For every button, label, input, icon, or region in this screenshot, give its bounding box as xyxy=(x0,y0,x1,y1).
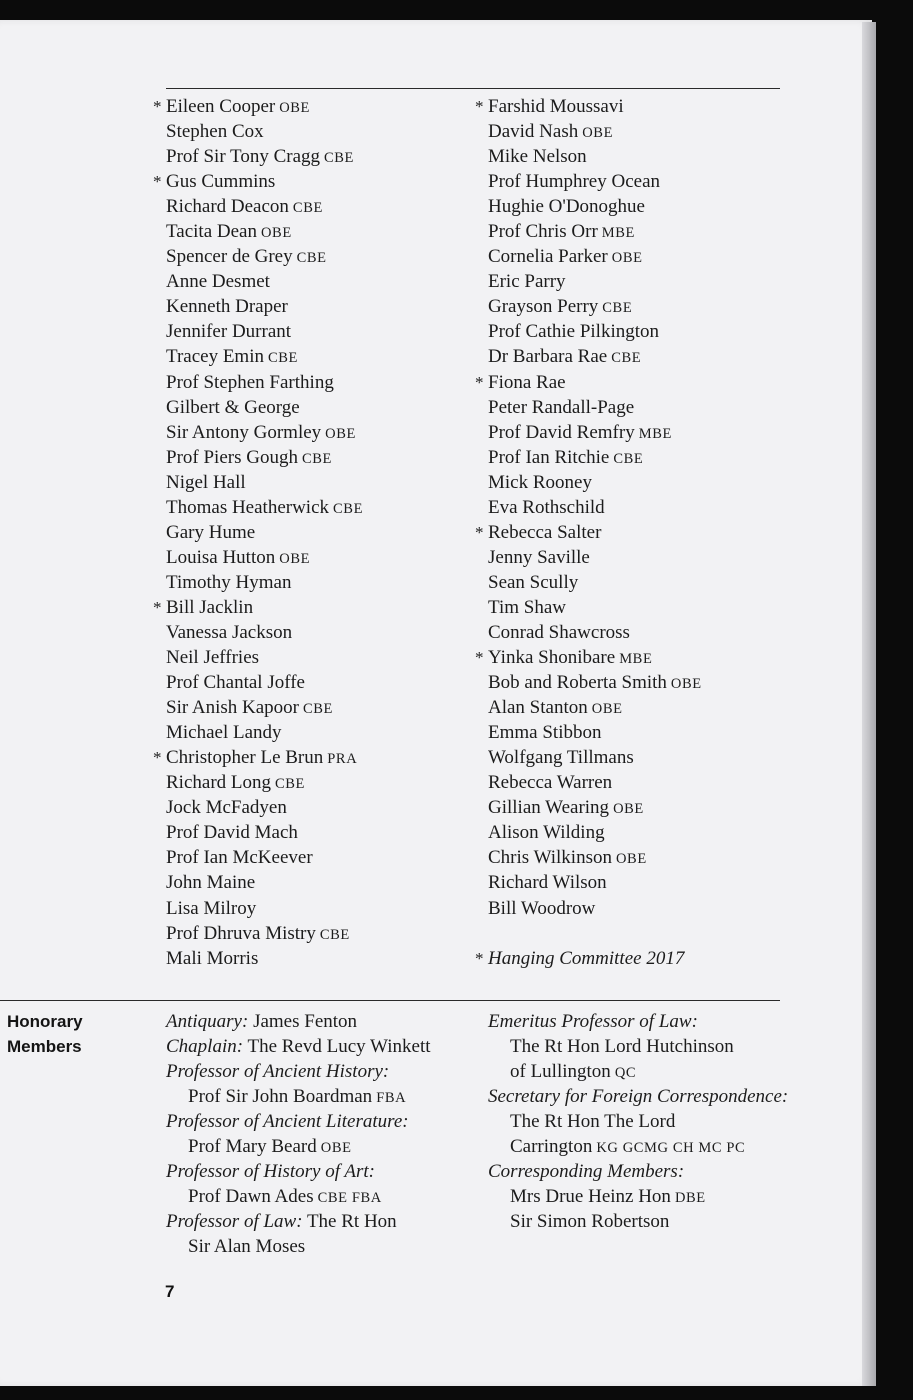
footnote-text: Hanging Committee 2017 xyxy=(488,947,685,969)
hanging-committee-asterisk: * xyxy=(153,172,162,192)
member-name: Sir Antony Gormley xyxy=(166,421,322,443)
member-name: Hughie O'Donoghue xyxy=(488,196,645,218)
academician-entry xyxy=(166,570,363,595)
academician-entry xyxy=(488,470,702,495)
member-honours: OBE xyxy=(279,550,311,567)
member-name: Prof Ian McKeever xyxy=(166,847,313,869)
heading-line-2: Members xyxy=(7,1037,82,1056)
academician-entry xyxy=(166,921,363,946)
member-name: Grayson Perry xyxy=(488,296,599,318)
member-honours: CBE xyxy=(296,250,327,267)
honorary-role: Secretary for Foreign Correspondence: xyxy=(488,1086,789,1108)
member-name: Prof Humphrey Ocean xyxy=(488,171,661,193)
member-honours: MBE xyxy=(619,651,653,668)
honorary-role: Professor of Ancient History: xyxy=(166,1061,390,1083)
member-name: Rebecca Salter xyxy=(488,521,602,543)
hanging-committee-asterisk: * xyxy=(475,372,484,392)
member-name: Mike Nelson xyxy=(488,146,587,168)
academician-entry xyxy=(488,495,702,520)
honorary-entry xyxy=(166,1209,431,1234)
academicians-list-left xyxy=(153,94,364,971)
academician-entry xyxy=(166,319,363,344)
member-name: Timothy Hyman xyxy=(166,571,292,593)
academician-entry xyxy=(488,820,702,845)
member-honours: OBE xyxy=(325,425,356,442)
honorary-entry xyxy=(488,1034,788,1059)
honorary-honours: CBE FBA xyxy=(317,1190,382,1207)
academician-entry xyxy=(488,294,702,319)
member-name: Jennifer Durrant xyxy=(166,321,292,343)
honorary-role: Emeritus Professor of Law: xyxy=(488,1011,698,1032)
member-name: Spencer de Grey xyxy=(166,246,293,268)
member-honours: CBE xyxy=(333,500,364,517)
honorary-name: of Lullington xyxy=(510,1061,611,1083)
honorary-entry xyxy=(488,1059,788,1084)
member-honours: PRA xyxy=(327,751,358,768)
page-edge xyxy=(862,22,876,1386)
honorary-entry xyxy=(488,1109,788,1134)
honorary-list-left xyxy=(166,1009,431,1259)
member-name: Richard Long xyxy=(166,772,272,794)
member-name: Bill Jacklin xyxy=(166,596,254,618)
hanging-committee-asterisk: * xyxy=(153,748,162,768)
member-honours: OBE xyxy=(279,100,311,116)
academician-entry xyxy=(166,495,363,520)
member-honours: CBE xyxy=(324,150,355,167)
academician-entry xyxy=(488,620,702,645)
member-name: Prof Ian Ritchie xyxy=(488,446,610,468)
academician-entry xyxy=(166,144,363,169)
member-name: Prof Stephen Farthing xyxy=(166,371,334,393)
member-honours: MBE xyxy=(601,225,636,242)
honorary-name: Mrs Drue Heinz Hon xyxy=(510,1186,671,1208)
academician-entry xyxy=(166,795,363,820)
member-name: Farshid Moussavi xyxy=(488,96,624,117)
academician-entry xyxy=(166,219,363,244)
member-name: Michael Landy xyxy=(166,722,282,744)
member-name: Prof Sir Tony Cragg xyxy=(166,146,321,168)
academician-entry xyxy=(166,946,363,971)
member-honours: CBE xyxy=(319,926,350,943)
member-honours: CBE xyxy=(301,450,332,467)
honorary-entry xyxy=(166,1184,431,1209)
honorary-list-right xyxy=(488,1009,788,1234)
member-name: Richard Wilson xyxy=(488,872,607,894)
member-name: Prof Cathie Pilkington xyxy=(488,321,659,343)
member-name: Fiona Rae xyxy=(488,371,566,393)
honorary-entry xyxy=(488,1009,788,1034)
academician-entry xyxy=(488,344,702,369)
academician-entry xyxy=(488,670,702,695)
honorary-holder: The Revd Lucy Winkett xyxy=(243,1036,431,1058)
academician-entry xyxy=(488,770,702,795)
academician-entry xyxy=(166,645,363,670)
member-name: Tracey Emin xyxy=(166,346,264,368)
member-name: Christopher Le Brun xyxy=(166,747,324,769)
member-honours: MBE xyxy=(638,425,672,442)
member-name: Gilbert & George xyxy=(166,396,300,418)
hanging-committee-asterisk: * xyxy=(153,97,162,116)
academician-entry xyxy=(488,695,702,720)
member-name: Eric Parry xyxy=(488,271,566,293)
honorary-role: Professor of Ancient Literature: xyxy=(166,1111,409,1133)
honorary-role: Chaplain: xyxy=(166,1036,244,1058)
honorary-name: Sir Simon Robertson xyxy=(510,1211,670,1233)
member-name: Richard Deacon xyxy=(166,196,289,218)
academician-entry xyxy=(488,395,702,420)
footnote-asterisk: * xyxy=(475,948,484,968)
academician-entry xyxy=(488,420,702,445)
academician-entry xyxy=(488,745,702,770)
honorary-role: Antiquary: xyxy=(166,1011,249,1032)
member-name: Alan Stanton xyxy=(488,697,588,719)
academician-entry xyxy=(153,595,363,620)
member-name: Neil Jeffries xyxy=(166,647,260,669)
member-name: Cornelia Parker xyxy=(488,246,608,268)
honorary-honours: DBE xyxy=(674,1190,706,1207)
honorary-entry xyxy=(166,1159,431,1184)
member-honours: OBE xyxy=(260,225,292,242)
academician-entry xyxy=(488,570,702,595)
member-name: Kenneth Draper xyxy=(166,296,288,318)
member-name: Dr Barbara Rae xyxy=(488,346,608,368)
member-name: Eva Rothschild xyxy=(488,496,605,518)
academician-entry xyxy=(475,520,702,545)
academician-entry xyxy=(166,720,363,745)
academician-entry xyxy=(488,119,702,144)
hanging-committee-asterisk: * xyxy=(153,597,162,617)
academician-entry xyxy=(166,395,363,420)
member-name: Eileen Cooper xyxy=(166,96,276,117)
member-honours: CBE xyxy=(613,450,644,467)
member-name: Prof Chris Orr xyxy=(488,221,598,243)
honorary-name: Prof Mary Beard xyxy=(188,1136,317,1158)
academician-entry xyxy=(166,770,363,795)
member-name: Mick Rooney xyxy=(488,471,592,493)
top-rule xyxy=(166,88,780,89)
member-name: Gus Cummins xyxy=(166,171,276,193)
honorary-name: Carrington xyxy=(510,1136,593,1158)
member-honours: OBE xyxy=(591,701,623,718)
academician-entry xyxy=(488,595,702,620)
academician-entry xyxy=(166,194,363,219)
member-name: Rebecca Warren xyxy=(488,772,613,794)
member-name: Chris Wilkinson xyxy=(488,847,612,869)
honorary-role: Corresponding Members: xyxy=(488,1161,685,1183)
academician-entry xyxy=(488,545,702,570)
academician-entry xyxy=(488,219,702,244)
heading-line-1: Honorary xyxy=(7,1012,83,1031)
academician-entry xyxy=(153,169,363,194)
member-name: Prof Piers Gough xyxy=(166,446,298,468)
footnote xyxy=(475,946,702,971)
honorary-holder: The Rt Hon xyxy=(302,1211,397,1233)
academician-entry xyxy=(153,94,363,119)
section-rule xyxy=(0,1000,780,1001)
member-honours: OBE xyxy=(615,851,647,868)
academician-entry xyxy=(166,294,363,319)
academician-entry xyxy=(488,244,702,269)
member-name: Prof Dhruva Mistry xyxy=(166,922,316,944)
academician-entry xyxy=(166,445,363,470)
hanging-committee-asterisk: * xyxy=(475,648,484,668)
academician-entry xyxy=(488,194,702,219)
academician-entry xyxy=(166,244,363,269)
academician-entry xyxy=(475,645,702,670)
member-name: Tim Shaw xyxy=(488,596,566,618)
member-name: Thomas Heatherwick xyxy=(166,496,330,518)
academician-entry xyxy=(475,94,702,119)
honorary-name: Sir Alan Moses xyxy=(188,1236,306,1258)
academician-entry xyxy=(488,319,702,344)
member-honours: CBE xyxy=(602,300,633,317)
academician-entry xyxy=(166,470,363,495)
academician-entry xyxy=(488,445,702,470)
member-name: Stephen Cox xyxy=(166,121,264,143)
member-name: Anne Desmet xyxy=(166,271,270,293)
honorary-role: Professor of History of Art: xyxy=(166,1161,376,1183)
member-honours: OBE xyxy=(670,676,702,693)
honorary-name: Prof Sir John Boardman xyxy=(188,1086,373,1108)
member-name: Gary Hume xyxy=(166,521,256,543)
academician-entry xyxy=(166,896,363,921)
member-name: Prof David Remfry xyxy=(488,421,635,443)
member-honours: OBE xyxy=(582,125,614,142)
academician-entry xyxy=(166,344,363,369)
member-name: Jenny Saville xyxy=(488,546,590,568)
honorary-honours: QC xyxy=(614,1065,637,1082)
member-honours: OBE xyxy=(613,801,644,818)
academician-entry xyxy=(166,119,363,144)
academician-entry xyxy=(488,870,702,895)
member-honours: CBE xyxy=(275,776,306,793)
honorary-entry xyxy=(488,1134,788,1159)
member-name: Bob and Roberta Smith xyxy=(488,672,667,694)
member-name: Sean Scully xyxy=(488,571,579,593)
member-name: Yinka Shonibare xyxy=(488,647,616,669)
honorary-holder: James Fenton xyxy=(248,1011,358,1032)
honorary-members-heading xyxy=(7,1009,127,1059)
page-number: 7 xyxy=(165,1282,175,1301)
academician-entry xyxy=(488,845,702,870)
academician-entry xyxy=(166,545,363,570)
member-name: David Nash xyxy=(488,121,579,143)
hanging-committee-asterisk: * xyxy=(475,522,484,542)
academician-entry xyxy=(488,795,702,820)
academician-entry xyxy=(166,845,363,870)
honorary-honours: OBE xyxy=(320,1140,352,1157)
academician-entry xyxy=(166,670,363,695)
academician-entry xyxy=(166,520,363,545)
academician-entry xyxy=(166,370,363,395)
member-name: Alison Wilding xyxy=(488,822,605,844)
member-name: Peter Randall-Page xyxy=(488,396,635,418)
honorary-entry xyxy=(488,1084,788,1109)
member-name: Vanessa Jackson xyxy=(166,621,293,643)
member-name: Sir Anish Kapoor xyxy=(166,697,299,719)
academician-entry xyxy=(166,620,363,645)
academician-entry xyxy=(166,695,363,720)
member-honours: CBE xyxy=(267,350,298,367)
honorary-honours: FBA xyxy=(376,1090,407,1107)
honorary-entry xyxy=(488,1209,788,1234)
honorary-name: The Rt Hon Lord Hutchinson xyxy=(510,1036,734,1058)
honorary-name: Prof Dawn Ades xyxy=(188,1186,314,1208)
academicians-list-right xyxy=(475,94,702,971)
academician-entry xyxy=(488,896,702,921)
member-name: John Maine xyxy=(166,872,256,894)
member-name: Jock McFadyen xyxy=(166,797,287,819)
member-name: Emma Stibbon xyxy=(488,722,602,744)
member-honours: CBE xyxy=(611,350,642,367)
academician-entry xyxy=(153,745,363,770)
academician-entry xyxy=(166,420,363,445)
honorary-entry xyxy=(166,1059,431,1084)
member-name: Louisa Hutton xyxy=(166,546,276,568)
honorary-entry xyxy=(166,1084,431,1109)
member-honours: OBE xyxy=(611,250,643,267)
member-honours: CBE xyxy=(303,701,333,718)
academician-entry xyxy=(488,269,702,294)
member-name: Tacita Dean xyxy=(166,221,257,243)
honorary-entry xyxy=(488,1184,788,1209)
academician-entry xyxy=(166,870,363,895)
academician-entry xyxy=(475,370,702,395)
member-honours: CBE xyxy=(292,200,323,217)
member-name: Gillian Wearing xyxy=(488,797,610,819)
member-name: Bill Woodrow xyxy=(488,897,596,919)
honorary-honours: KG GCMG CH MC PC xyxy=(596,1140,746,1157)
academician-entry xyxy=(488,169,702,194)
honorary-entry xyxy=(166,1034,431,1059)
member-name: Prof Chantal Joffe xyxy=(166,672,305,694)
academician-entry xyxy=(166,269,363,294)
honorary-role: Professor of Law: xyxy=(166,1211,303,1233)
academician-entry xyxy=(488,144,702,169)
honorary-entry xyxy=(166,1109,431,1134)
member-name: Conrad Shawcross xyxy=(488,621,630,643)
member-name: Nigel Hall xyxy=(166,471,246,493)
honorary-entry xyxy=(166,1234,431,1259)
member-name: Lisa Milroy xyxy=(166,897,257,919)
honorary-name: The Rt Hon The Lord xyxy=(510,1111,676,1133)
academician-entry xyxy=(488,720,702,745)
honorary-entry xyxy=(166,1134,431,1159)
honorary-entry xyxy=(488,1159,788,1184)
member-name: Prof David Mach xyxy=(166,822,298,844)
hanging-committee-asterisk: * xyxy=(475,97,484,116)
member-name: Mali Morris xyxy=(166,947,259,969)
academician-entry xyxy=(166,820,363,845)
member-name: Wolfgang Tillmans xyxy=(488,747,634,769)
honorary-entry xyxy=(166,1009,431,1034)
